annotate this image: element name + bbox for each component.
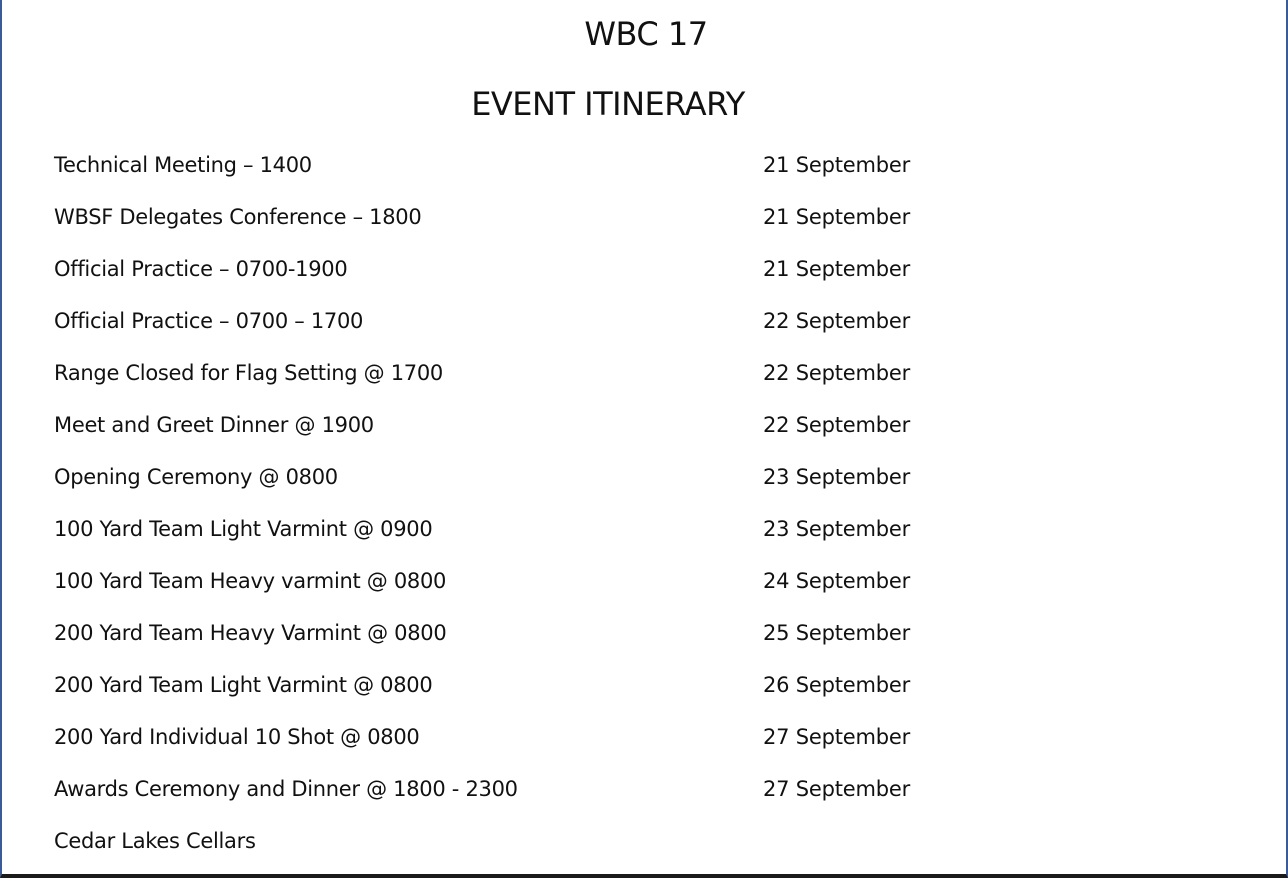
itinerary-list xyxy=(54,146,1234,874)
event-date: 24 September xyxy=(763,569,911,593)
itinerary-row xyxy=(54,822,1234,874)
event-date: 21 September xyxy=(763,257,911,281)
event-date: 22 September xyxy=(763,309,911,333)
event-name: Opening Ceremony @ 0800 xyxy=(54,465,338,489)
event-date: 27 September xyxy=(763,777,911,801)
event-date: 23 September xyxy=(763,465,911,489)
document-title: WBC 17 xyxy=(584,15,708,53)
event-date: 22 September xyxy=(763,361,911,385)
itinerary-row xyxy=(54,406,1234,458)
event-date: 25 September xyxy=(763,621,911,645)
event-date: 26 September xyxy=(763,673,911,697)
event-name: Range Closed for Flag Setting @ 1700 xyxy=(54,361,443,385)
itinerary-row xyxy=(54,302,1234,354)
itinerary-row xyxy=(54,146,1234,198)
event-date: 21 September xyxy=(763,205,911,229)
itinerary-row xyxy=(54,198,1234,250)
event-name: Official Practice – 0700-1900 xyxy=(54,257,348,281)
event-date: 27 September xyxy=(763,725,911,749)
itinerary-row xyxy=(54,354,1234,406)
itinerary-row xyxy=(54,250,1234,302)
event-date: 22 September xyxy=(763,413,911,437)
itinerary-row xyxy=(54,718,1234,770)
event-name: Technical Meeting – 1400 xyxy=(54,153,312,177)
event-name: 100 Yard Team Light Varmint @ 0900 xyxy=(54,517,433,541)
event-name: 200 Yard Team Light Varmint @ 0800 xyxy=(54,673,433,697)
event-name: 100 Yard Team Heavy varmint @ 0800 xyxy=(54,569,447,593)
event-date: 23 September xyxy=(763,517,911,541)
itinerary-row xyxy=(54,458,1234,510)
itinerary-row xyxy=(54,562,1234,614)
event-name: 200 Yard Individual 10 Shot @ 0800 xyxy=(54,725,420,749)
document-subtitle: EVENT ITINERARY xyxy=(471,85,745,123)
event-name: Official Practice – 0700 – 1700 xyxy=(54,309,364,333)
event-date: 21 September xyxy=(763,153,911,177)
itinerary-row xyxy=(54,666,1234,718)
event-name: Meet and Greet Dinner @ 1900 xyxy=(54,413,374,437)
event-name: Awards Ceremony and Dinner @ 1800 - 2300 xyxy=(54,777,518,801)
itinerary-row xyxy=(54,770,1234,822)
event-venue: Cedar Lakes Cellars xyxy=(54,829,256,853)
event-name: 200 Yard Team Heavy Varmint @ 0800 xyxy=(54,621,447,645)
itinerary-row xyxy=(54,614,1234,666)
event-name: WBSF Delegates Conference – 1800 xyxy=(54,205,422,229)
itinerary-row xyxy=(54,510,1234,562)
